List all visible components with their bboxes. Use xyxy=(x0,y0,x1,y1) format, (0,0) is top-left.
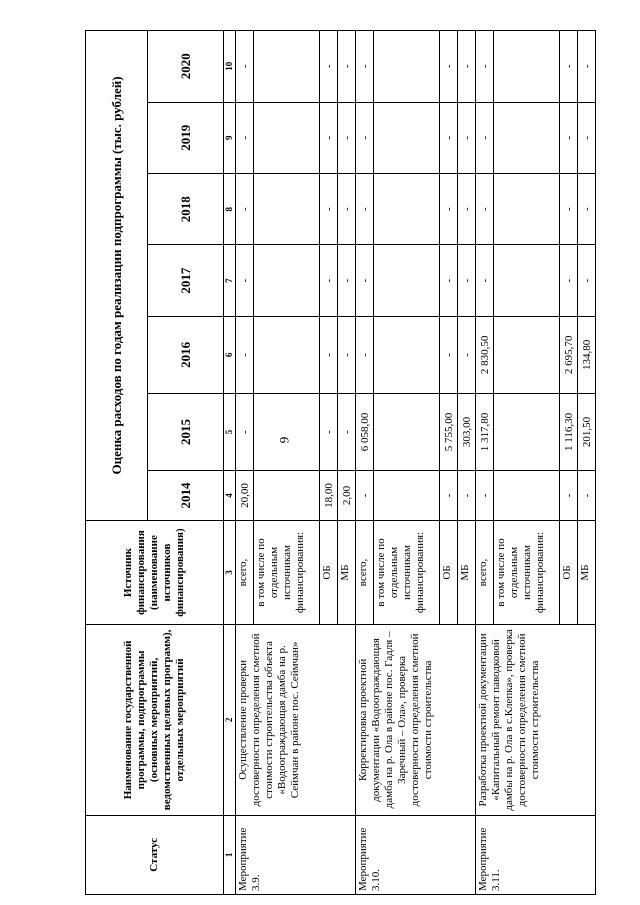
table-row xyxy=(236,31,254,895)
value-cell: - xyxy=(476,471,494,521)
source-cell: всего, xyxy=(356,520,374,624)
value-cell: - xyxy=(476,173,494,244)
value-cell xyxy=(254,173,320,244)
value-cell: 201,50 xyxy=(578,393,596,470)
value-cell: - xyxy=(320,245,338,316)
value-cell xyxy=(254,245,320,316)
value-cell xyxy=(374,245,440,316)
header-estimate: Оценка расходов по годам реализации подпрограммы (тыс. рублей) xyxy=(86,31,148,521)
row-name: Разработка проектной документации «Капитальный ремонт паводковой дамбы на р. Ола в с.Клепка», проверка достоверности определения сметной стоимости строительства xyxy=(476,625,596,815)
value-cell: - xyxy=(236,316,254,393)
row-name: Корректировка проектной документации «Водоограждающая дамба на р. Ола в районе пос. Гадля – Заречный – Ола», проверка достоверности определения сметной стоимости строительства xyxy=(356,625,476,815)
row-name: Осуществление проверки достоверности определения сметной стоимости строительства объекта «Водоограждающая дамба на р. Сеймчан в районе пос. Сеймчан» xyxy=(236,625,356,815)
value-cell: - xyxy=(338,102,356,173)
value-cell: - xyxy=(320,102,338,173)
value-cell xyxy=(374,316,440,393)
value-cell xyxy=(494,31,560,103)
year-header: 2016 xyxy=(148,316,224,393)
table-row xyxy=(356,31,374,895)
value-cell: - xyxy=(338,31,356,103)
value-cell: - xyxy=(560,471,578,521)
column-number: 2 xyxy=(224,625,236,815)
value-cell: - xyxy=(440,245,458,316)
column-number-row xyxy=(224,31,236,895)
value-cell: 2 695,70 xyxy=(560,316,578,393)
value-cell: 2,00 xyxy=(338,471,356,521)
column-number: 8 xyxy=(224,173,236,244)
value-cell: 134,80 xyxy=(578,316,596,393)
year-header: 2017 xyxy=(148,245,224,316)
value-cell: - xyxy=(236,102,254,173)
value-cell: 5 755,00 xyxy=(440,393,458,470)
value-cell: - xyxy=(320,173,338,244)
expenditure-table xyxy=(85,30,596,895)
value-cell xyxy=(254,316,320,393)
value-cell xyxy=(494,245,560,316)
value-cell: - xyxy=(338,173,356,244)
year-header: 2018 xyxy=(148,173,224,244)
value-cell xyxy=(374,471,440,521)
value-cell: - xyxy=(440,471,458,521)
value-cell: 18,00 xyxy=(320,471,338,521)
value-cell: - xyxy=(476,102,494,173)
value-cell: - xyxy=(356,316,374,393)
value-cell xyxy=(254,471,320,521)
value-cell: - xyxy=(560,245,578,316)
source-cell: МБ xyxy=(458,520,476,624)
value-cell xyxy=(494,316,560,393)
value-cell xyxy=(254,393,320,470)
column-number: 9 xyxy=(224,102,236,173)
source-cell: всего, xyxy=(476,520,494,624)
value-cell xyxy=(494,393,560,470)
value-cell: - xyxy=(440,31,458,103)
source-cell: в том числе по отдельным источникам финансирования: xyxy=(494,520,560,624)
value-cell: - xyxy=(338,245,356,316)
table-row xyxy=(476,31,494,895)
value-cell: - xyxy=(560,102,578,173)
value-cell xyxy=(374,31,440,103)
column-number: 1 xyxy=(224,815,236,894)
year-header: 2019 xyxy=(148,102,224,173)
column-number: 7 xyxy=(224,245,236,316)
value-cell: - xyxy=(560,173,578,244)
year-header: 2014 xyxy=(148,471,224,521)
value-cell xyxy=(374,173,440,244)
column-number: 5 xyxy=(224,393,236,470)
value-cell: - xyxy=(338,316,356,393)
source-cell: ОБ xyxy=(320,520,338,624)
value-cell: - xyxy=(560,31,578,103)
value-cell: - xyxy=(458,316,476,393)
value-cell: 6 058,00 xyxy=(356,393,374,470)
row-status: Мероприятие 3.11. xyxy=(476,815,596,894)
value-cell: - xyxy=(236,31,254,103)
value-cell: - xyxy=(356,173,374,244)
value-cell: - xyxy=(320,31,338,103)
source-cell: в том числе по отдельным источникам финансирования: xyxy=(374,520,440,624)
year-header: 2015 xyxy=(148,393,224,470)
column-number: 6 xyxy=(224,316,236,393)
value-cell xyxy=(494,102,560,173)
row-status: Мероприятие 3.9. xyxy=(236,815,356,894)
value-cell xyxy=(494,173,560,244)
value-cell: - xyxy=(578,471,596,521)
value-cell: - xyxy=(320,316,338,393)
value-cell: - xyxy=(440,102,458,173)
value-cell: - xyxy=(476,31,494,103)
source-cell: МБ xyxy=(578,520,596,624)
value-cell: - xyxy=(236,173,254,244)
source-cell: в том числе по отдельным источникам финансирования: xyxy=(254,520,320,624)
value-cell: - xyxy=(320,393,338,470)
document-sheet xyxy=(85,30,605,895)
page-number: 9 xyxy=(276,436,292,444)
value-cell: 303,00 xyxy=(458,393,476,470)
value-cell: - xyxy=(578,173,596,244)
value-cell: - xyxy=(458,173,476,244)
value-cell: - xyxy=(356,471,374,521)
value-cell: - xyxy=(440,316,458,393)
value-cell: - xyxy=(356,245,374,316)
value-cell: 1 317,80 xyxy=(476,393,494,470)
value-cell: - xyxy=(236,393,254,470)
value-cell: - xyxy=(458,102,476,173)
value-cell xyxy=(374,393,440,470)
column-number: 4 xyxy=(224,471,236,521)
column-number: 3 xyxy=(224,520,236,624)
source-cell: ОБ xyxy=(560,520,578,624)
value-cell: - xyxy=(476,245,494,316)
row-status: Мероприятие 3.10. xyxy=(356,815,476,894)
header-source: Источник финансирования (наименование источников финансирования) xyxy=(86,520,224,624)
header-name: Наименование государственной программы, подпрограммы (основных мероприятий, ведомственных целевых программ), отдельных мероприятий xyxy=(86,625,224,815)
value-cell: - xyxy=(356,102,374,173)
value-cell: - xyxy=(458,31,476,103)
value-cell: 1 116,30 xyxy=(560,393,578,470)
source-cell: ОБ xyxy=(440,520,458,624)
value-cell: - xyxy=(578,102,596,173)
value-cell: - xyxy=(578,31,596,103)
column-number: 10 xyxy=(224,31,236,103)
header-status: Статус xyxy=(86,815,224,894)
value-cell: - xyxy=(236,245,254,316)
value-cell xyxy=(494,471,560,521)
value-cell: - xyxy=(578,245,596,316)
value-cell: - xyxy=(458,245,476,316)
rotated-table-wrapper xyxy=(85,30,605,895)
value-cell xyxy=(254,102,320,173)
value-cell: - xyxy=(440,173,458,244)
value-cell xyxy=(374,102,440,173)
source-cell: МБ xyxy=(338,520,356,624)
value-cell: 2 830,50 xyxy=(476,316,494,393)
value-cell: - xyxy=(458,471,476,521)
year-header: 2020 xyxy=(148,31,224,103)
value-cell: 20,00 xyxy=(236,471,254,521)
value-cell xyxy=(254,31,320,103)
source-cell: всего, xyxy=(236,520,254,624)
value-cell: - xyxy=(356,31,374,103)
value-cell: - xyxy=(338,393,356,470)
